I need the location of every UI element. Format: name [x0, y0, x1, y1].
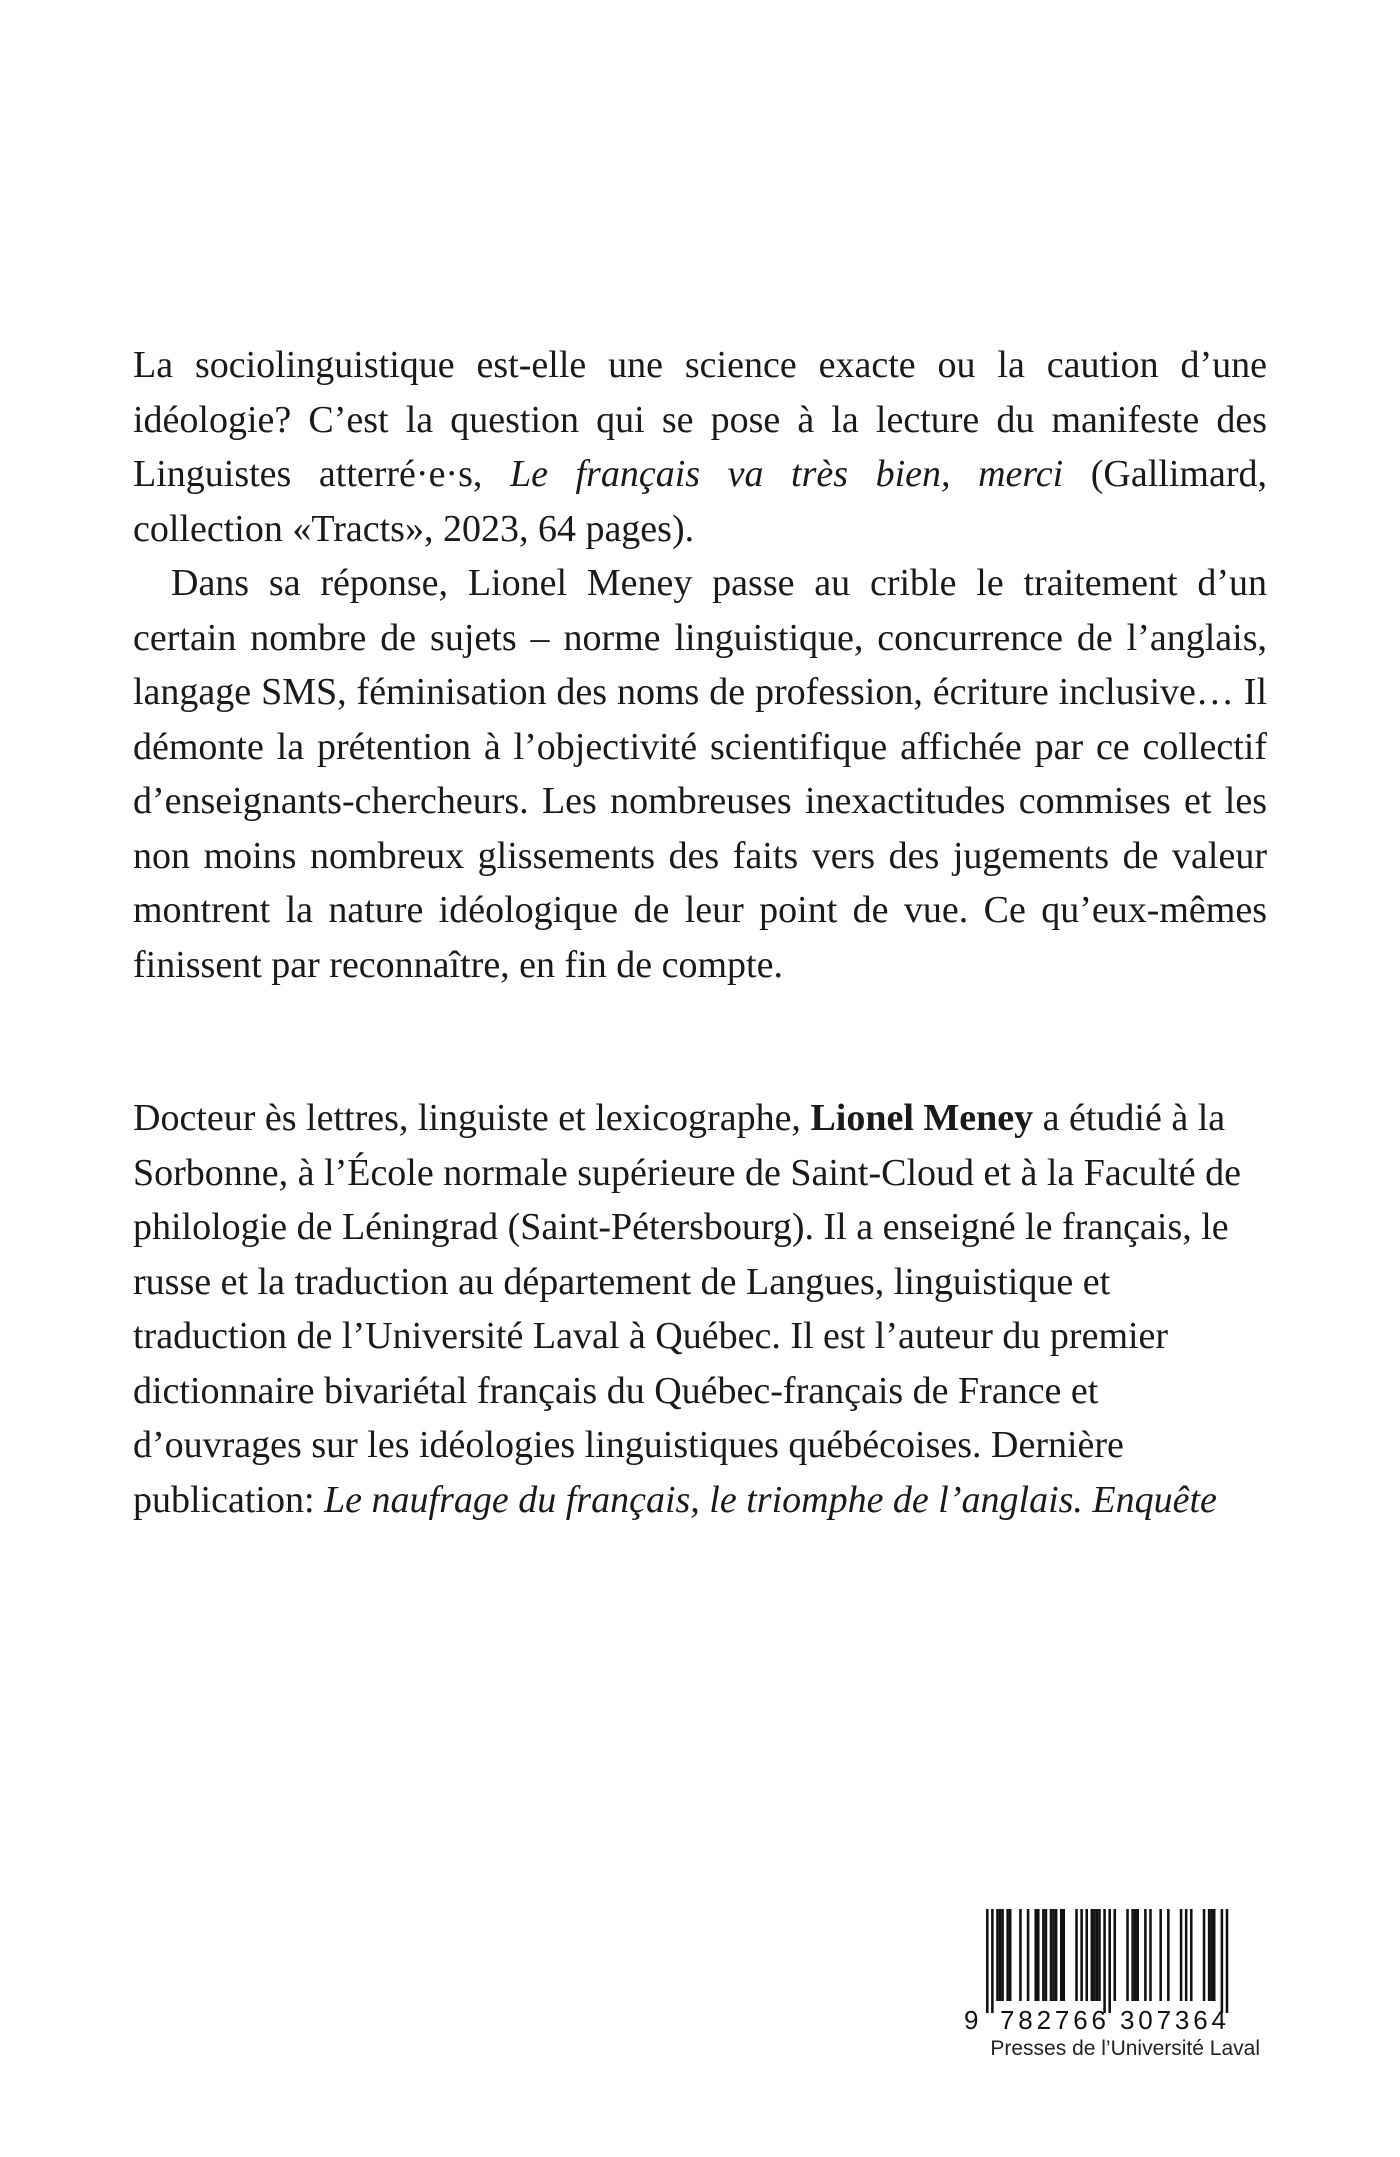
barcode-bar [1126, 1909, 1129, 2001]
barcode-bar [996, 1909, 999, 2001]
barcode-bar [1060, 1909, 1063, 2001]
barcode-bar [1226, 1909, 1229, 2013]
barcode-bar [1009, 1909, 1012, 2001]
book-summary [133, 338, 1267, 992]
barcode-graphic [960, 1905, 1260, 2037]
barcode-bars [986, 1909, 1228, 2013]
barcode-bar [1159, 1909, 1162, 2001]
summary-text-1: La sociolinguistique est-elle une science exacte ou la caution d’une idéologie? C’est la question qui se pose à la lecture du manifeste des Linguistes atterré·e·s, [133, 344, 1267, 495]
barcode-bar [1144, 1909, 1147, 2001]
barcode-bar [1167, 1909, 1170, 2001]
barcode-bar [1006, 1909, 1009, 2001]
barcode-bar [1131, 1909, 1134, 2001]
barcode-bar [1180, 1909, 1183, 2001]
barcode-bar [999, 1909, 1002, 2001]
barcode-bar [1093, 1909, 1096, 2001]
barcode-bar [1108, 1909, 1111, 2013]
author-name: Lionel Meney [810, 1097, 1034, 1139]
barcode-bar [1210, 1909, 1213, 2001]
barcode-bar [1098, 1909, 1101, 2001]
barcode-bar [1213, 1909, 1216, 2001]
barcode-bar [1034, 1909, 1037, 2001]
barcode-bar [1136, 1909, 1139, 2001]
isbn-barcode [960, 1905, 1260, 2065]
summary-text-1b: (Gallimard, collection «Tracts», 2023, 64 pages). [133, 453, 1267, 550]
barcode-bar [1096, 1909, 1099, 2001]
bio-text-2: a étudié à la Sorbonne, à l’École normale supérieure de Saint-Cloud et à la Faculté de philologie de Léningrad (Saint-Pétersbourg). Il a enseigné le français, le russe et la traduction au département de Langues, linguistique et traduction de l’Université Laval à Québec. Il est l’auteur du premier dictionnaire bivariétal français du Québec-français de France et d’ouvrages sur les idéologies linguistiques québécoises. Dernière publication: [133, 1097, 1241, 1521]
barcode-bar [1080, 1909, 1083, 2001]
barcode-bar [1019, 1909, 1022, 2001]
barcode-digits-left: 782766 [1000, 2005, 1106, 2035]
barcode-bar [1103, 1909, 1106, 2013]
publisher-name: Presses de l’Université Laval [990, 2037, 1260, 2060]
cited-book-title: Le français va très bien, merci [509, 453, 1064, 495]
barcode-bar [1001, 1909, 1004, 2001]
barcode-digit-first: 9 [964, 2005, 979, 2035]
barcode-bar [1075, 1909, 1078, 2001]
barcode-bar [1190, 1909, 1193, 2001]
barcode-bar [1185, 1909, 1188, 2001]
barcode-bar [1045, 1909, 1048, 2001]
barcode-bar [1037, 1909, 1040, 2001]
barcode-bar [1091, 1909, 1094, 2001]
barcode-bar [1221, 1909, 1224, 2013]
bio-text-1: Docteur ès lettres, linguiste et lexicographe, [133, 1097, 811, 1139]
barcode-bar [991, 1909, 994, 2013]
barcode-bar [1134, 1909, 1137, 2001]
author-bio [133, 1091, 1267, 1527]
barcode-bar [1050, 1909, 1053, 2001]
barcode-bar [1063, 1909, 1066, 2001]
barcode-bar [986, 1909, 989, 2013]
barcode-bar [1114, 1909, 1117, 2001]
barcode-bar [1149, 1909, 1152, 2001]
barcode-bar [1027, 1909, 1030, 2001]
barcode-bar [1042, 1909, 1045, 2001]
bio-paragraph [133, 1091, 1267, 1527]
last-publication-title: Le naufrage du français, le triomphe de l’anglais. Enquête [324, 1478, 1217, 1521]
barcode-digits-right: 307364 [1120, 2005, 1226, 2035]
barcode-bar [1052, 1909, 1055, 2001]
barcode-bar [1203, 1909, 1206, 2001]
summary-paragraph-1 [133, 338, 1267, 556]
barcode-bar [1085, 1909, 1088, 2001]
summary-paragraph-2: Dans sa réponse, Lionel Meney passe au crible le traitement d’un certain nombre de sujets – norme linguistique, concurrence de l’anglais, langage SMS, féminisation des noms de profession, écriture inclusive… Il démonte la prétention à l’objectivité scientifique affichée par ce collectif d’enseignants-chercheurs. Les nombreuses inexactitudes commises et les non moins nombreux glissements des faits vers des jugements de valeur montrent la nature idéologique de leur point de vue. Ce qu’eux-mêmes finissent par reconnaître, en fin de compte. [133, 562, 1267, 986]
barcode-bar [1208, 1909, 1211, 2001]
barcode-bar [1055, 1909, 1058, 2001]
